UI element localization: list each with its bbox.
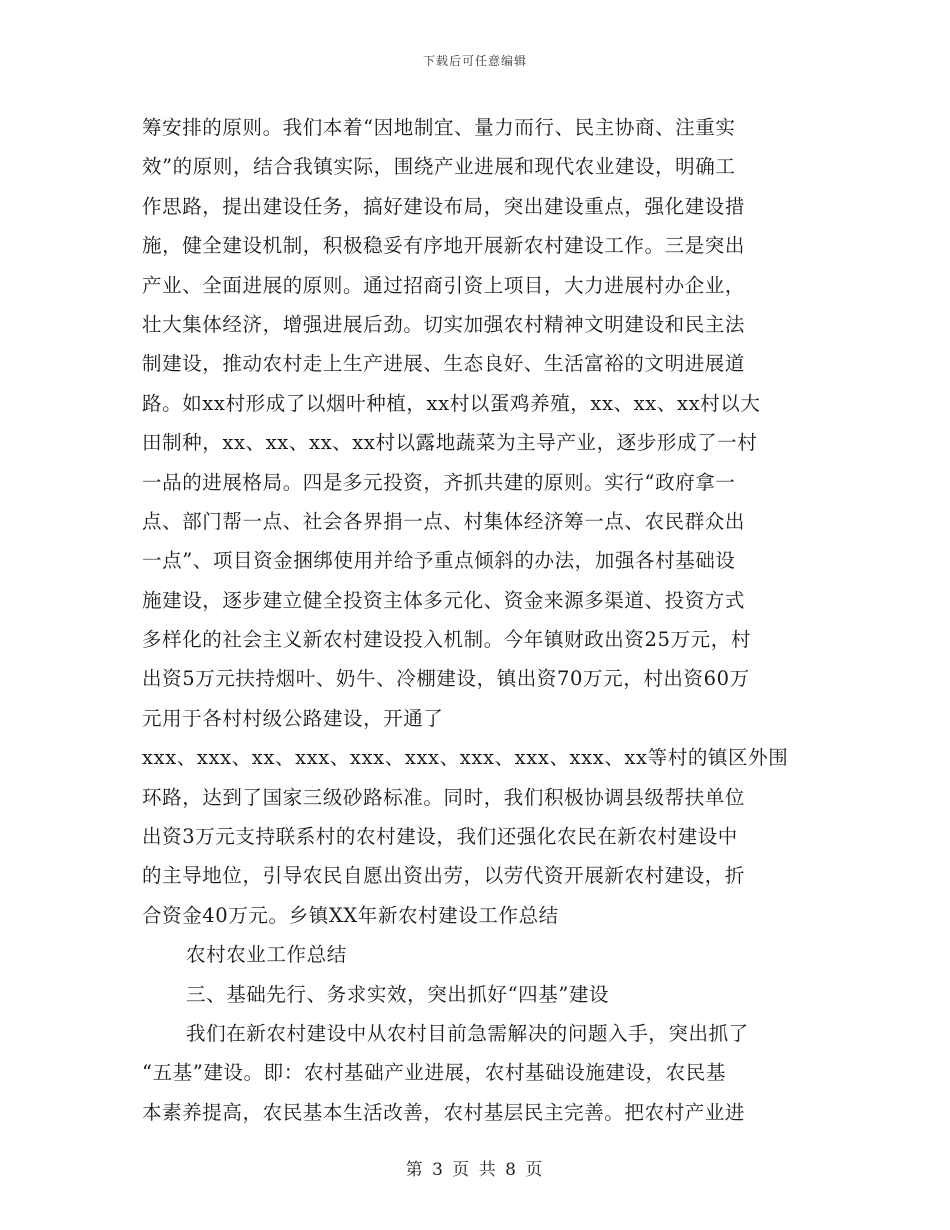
paragraph-line: 壮大集体经济，增强进展后劲。切实加强农村精神文明建设和民主法 — [142, 312, 746, 336]
paragraph-line: “五基”建设。即：农村基础产业进展，农村基础设施建设，农民基 — [142, 1061, 726, 1085]
paragraph-line: xxx、xxx、xx、xxx、xxx、xxx、xxx、xxx、xxx、xx等村的镇区外围 — [142, 746, 789, 770]
paragraph-line: 元用于各村村级公路建设，开通了 — [142, 706, 444, 730]
document-body — [142, 108, 832, 1132]
paragraph-line: 产业、全面进展的原则。通过招商引资上项目，大力进展村办企业， — [142, 273, 746, 297]
page-header: 下载后可任意编辑 — [422, 54, 527, 68]
paragraph-line: 多样化的社会主义新农村建设投入机制。今年镇财政出资25万元，村 — [142, 628, 751, 652]
section-heading: 三、基础先行、务求实效，突出抓好“四基”建设 — [186, 982, 610, 1006]
paragraph-line: 合资金40万元。乡镇XX年新农村建设工作总结 — [142, 903, 559, 927]
paragraph-line: 作思路，提出建设任务，搞好建设布局，突出建设重点，强化建设措 — [142, 194, 746, 218]
section-title: 农村农业工作总结 — [186, 943, 347, 967]
paragraph-line: 施建设，逐步建立健全投资主体多元化、资金来源多渠道、投资方式 — [142, 588, 746, 612]
paragraph-line: 本素养提高，农民基本生活改善，农村基层民主完善。把农村产业进 — [142, 1100, 746, 1124]
paragraph-line: 出资5万元扶持烟叶、奶牛、冷棚建设，镇出资70万元，村出资60万 — [142, 667, 750, 691]
paragraph-line: 田制种，xx、xx、xx、xx村以露地蔬菜为主导产业，逐步形成了一村 — [142, 431, 758, 455]
paragraph-line: 出资3万元支持联系村的农村建设，我们还强化农民在新农村建设中 — [142, 825, 738, 849]
paragraph-line: 的主导地位，引导农民自愿出资出劳，以劳代资开展新农村建设，折 — [142, 864, 746, 888]
paragraph-line: 施，健全建设机制，积极稳妥有序地开展新农村建设工作。三是突出 — [142, 234, 746, 258]
paragraph-line: 制建设，推动农村走上生产进展、生态良好、生活富裕的文明进展道 — [142, 352, 746, 376]
paragraph-line: 环路，达到了国家三级砂路标准。同时，我们积极协调县级帮扶单位 — [142, 785, 746, 809]
paragraph-line: 我们在新农村建设中从农村目前急需解决的问题入手，突出抓了 — [186, 1021, 749, 1045]
paragraph-line: 一品的进展格局。四是多元投资，齐抓共建的原则。实行“政府拿一 — [142, 470, 736, 494]
paragraph-line: 一点”、项目资金捆绑使用并给予重点倾斜的办法，加强各村基础设 — [142, 549, 736, 573]
paragraph-line: 效”的原则，结合我镇实际，围绕产业进展和现代农业建设，明确工 — [142, 155, 736, 179]
paragraph-line: 路。如xx村形成了以烟叶种植，xx村以蛋鸡养殖，xx、xx、xx村以大 — [142, 391, 761, 415]
paragraph-line: 点、部门帮一点、社会各界捐一点、村集体经济筹一点、农民群众出 — [142, 509, 746, 533]
page-footer: 第 3 页 共 8 页 — [405, 1160, 545, 1180]
paragraph-line: 筹安排的原则。我们本着“因地制宜、量力而行、民主协商、注重实 — [142, 116, 736, 139]
